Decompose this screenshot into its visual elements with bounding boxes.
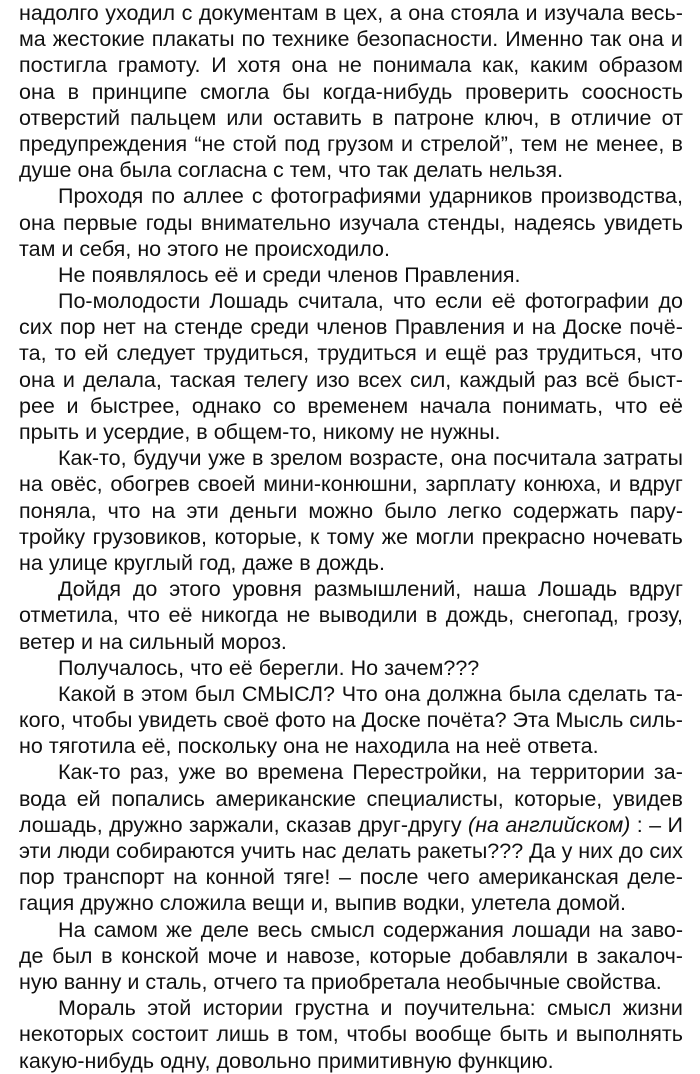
text-line: вода ей попались американские специалисты, которые, увидев [19, 786, 683, 811]
text-line: сих пор нет на стенде среди членов Правления и на Доске почё- [19, 315, 683, 340]
text-line: прыть и усердие, в общем-то, никому не нужны. [19, 420, 501, 444]
text-line: де был в конской моче и навозе, которые добавляли в закалоч- [19, 943, 683, 968]
text-line: гация дружно сложила вещи и, выпив водки, улетела домой. [19, 891, 626, 916]
text-line: лошадь, дружно заржали, сказав друг-другу (на английском) : – И [19, 812, 683, 837]
text-line: По-молодости Лошадь считала, что если её фотографии до [58, 289, 683, 314]
text-line: некоторых состоит лишь в том, чтобы вообще быть и выполнять [19, 1022, 683, 1047]
text-line: Мораль этой истории грустна и поучительна: смысл жизни [58, 996, 683, 1021]
text-line: На самом же деле весь смысл содержания лошади на заво- [58, 917, 683, 942]
document-page [19, 0, 683, 1074]
text-line: она первые годы внимательно изучала стенды, надеясь увидеть [19, 210, 683, 235]
text-line: кого, чтобы увидеть своё фото на Доске почёта? Эта Мысль силь- [19, 708, 683, 733]
text-line: Как-то раз, уже во времена Перестройки, на территории за- [58, 760, 683, 785]
text-line: отметила, что её никогда не выводили в дождь, снегопад, грозу, [19, 603, 683, 628]
text-line: пор транспорт на конной тяге! – после чего американская деле- [19, 865, 683, 890]
text-line: поняла, что на эти деньги можно было легко содержать пару- [19, 498, 683, 523]
text-line: но тяготила её, поскольку она не находила на неё ответа. [19, 734, 599, 759]
text-line: ветер и на сильный мороз. [19, 629, 287, 654]
text-line: рее и быстрее, однако со временем начала понимать, что её [19, 393, 683, 418]
text-line: душе она была согласна с тем, что так делать нельзя. [19, 158, 564, 183]
text-line: постигла грамоту. И хотя она не понимала как, каким образом [19, 53, 683, 78]
text-line: ную ванну и сталь, отчего та приобретала необычные свойства. [19, 969, 662, 994]
text-line: она в принципе смогла бы когда-нибудь проверить соосность [19, 79, 683, 104]
text-line: тройку грузовиков, которые, к тому же могли прекрасно ночевать [19, 524, 683, 549]
text-line: Какой в этом был СМЫСЛ? Что она должна была сделать та- [58, 681, 683, 706]
text-line: Получалось, что её берегли. Но зачем??? [58, 655, 480, 680]
text-line: там и себя, но этого не происходило. [19, 236, 390, 261]
text-line: на улице круглый год, даже в дождь. [19, 550, 385, 575]
text-line: она и делала, таская телегу изо всех сил, каждый раз всё быст- [19, 367, 683, 392]
text-line: Не появлялось её и среди членов Правления. [58, 262, 521, 287]
text-line: Проходя по аллее с фотографиями ударников производства, [58, 184, 683, 209]
text-line: отверстий пальцем или оставить в патроне ключ, в отличие от [19, 105, 683, 130]
text-line: ма жестокие плакаты по технике безопасности. Именно так она и [19, 27, 683, 52]
text-line: Как-то, будучи уже в зрелом возрасте, она посчитала затраты [58, 446, 683, 471]
text-line: какую-нибудь одну, довольно примитивную функцию. [19, 1048, 554, 1073]
text-line: Дойдя до этого уровня размышлений, наша Лошадь вдруг [58, 577, 683, 602]
text-line: на овёс, обогрев своей мини-конюшни, зарплату конюха, и вдруг [19, 472, 683, 497]
text-line: предупреждения “не стой под грузом и стрелой”, тем не менее, в [19, 131, 683, 156]
text-line: надолго уходил с документам в цех, а она стояла и изучала весь- [19, 1, 683, 25]
text-line: та, то ей следует трудиться, трудиться и ещё раз трудиться, что [19, 341, 683, 366]
text-line: эти люди собираются учить нас делать ракеты??? Да у них до сих [19, 839, 683, 863]
